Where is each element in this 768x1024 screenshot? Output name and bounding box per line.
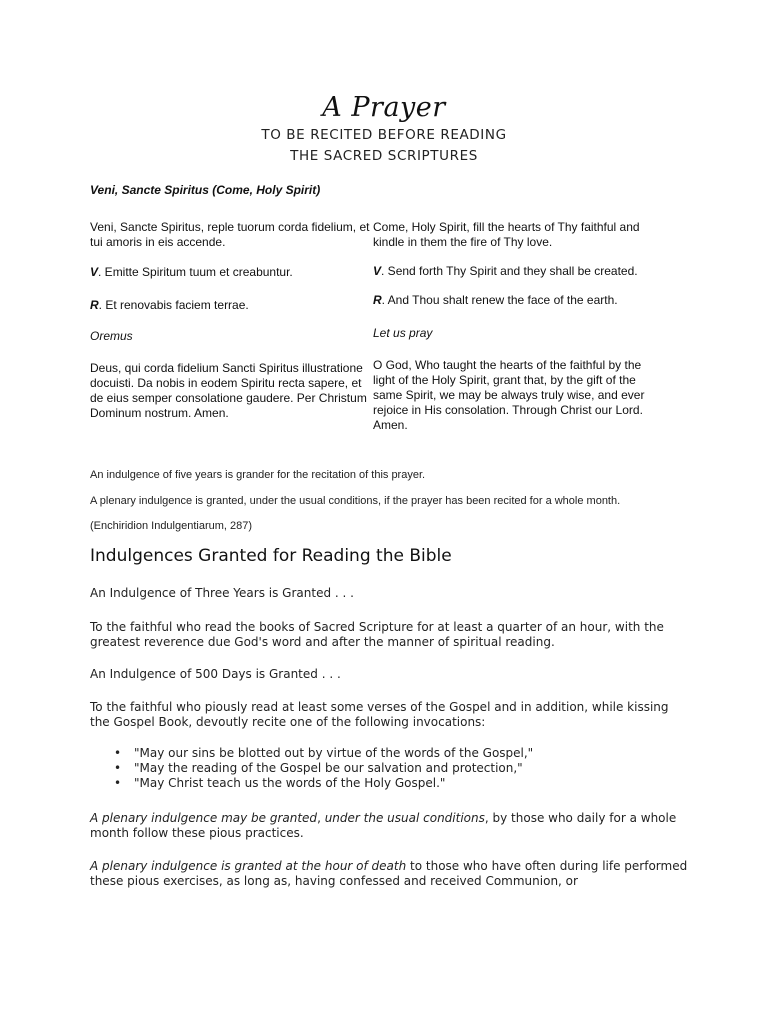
versicle-mark: V xyxy=(373,264,382,278)
english-let-us-pray: Let us pray xyxy=(373,326,433,340)
versicle-mark: V xyxy=(90,265,99,279)
english-versicle-text: . Send forth Thy Spirit and they shall be created. xyxy=(381,264,638,278)
latin-versicle-text: . Emitte Spiritum tuum et creabuntur. xyxy=(98,265,293,279)
subtitle-line-1: TO BE RECITED BEFORE READING xyxy=(261,127,507,143)
invocation-text: "May the reading of the Gospel be our salvation and protection," xyxy=(134,761,523,775)
english-versicle xyxy=(373,264,638,279)
plenary-italic-2: under the usual conditions xyxy=(324,811,485,825)
bullet-icon: • xyxy=(114,746,122,760)
english-invocation: Come, Holy Spirit, fill the hearts of Thy faithful and kindle in them the fire of Thy love. xyxy=(373,220,640,249)
plenary-rest: , by those who daily for a whole month follow these pious practices. xyxy=(90,811,677,840)
latin-invocation: Veni, Sancte Spiritus, reple tuorum corda fidelium, et tui amoris in eis accende. xyxy=(90,220,370,249)
latin-response-text: . Et renovabis faciem terrae. xyxy=(98,298,249,312)
latin-versicle xyxy=(90,265,293,280)
section-heading: Indulgences Granted for Reading the Bible xyxy=(90,546,452,566)
list-item xyxy=(90,761,690,776)
hour-of-death-text xyxy=(90,859,690,889)
response-mark: R xyxy=(90,298,99,312)
latin-oremus: Oremus xyxy=(90,329,133,343)
subtitle-line-2: THE SACRED SCRIPTURES xyxy=(290,148,478,164)
three-years-heading: An Indulgence of Three Years is Granted . . . xyxy=(90,586,354,600)
three-years-text: To the faithful who read the books of Sacred Scripture for at least a quarter of an hour, with the greatest reverence due God's word and after the manner of spiritual reading. xyxy=(90,620,664,649)
indulgence-note-2: A plenary indulgence is granted, under the usual conditions, if the prayer has been recited for a whole month. (Enchiridion Indulgentiarum, 287) xyxy=(90,495,621,532)
list-item xyxy=(90,746,690,761)
bullet-icon: • xyxy=(114,761,122,775)
five-hundred-days-heading: An Indulgence of 500 Days is Granted . . . xyxy=(90,667,341,681)
bullet-icon: • xyxy=(114,776,122,790)
latin-prayer: Deus, qui corda fidelium Sancti Spiritus illustratione docuisti. Da nobis in eodem Spiritu recta sapere, et de eius semper consolatione gaudere. Per Christum Dominum nostrum. Amen. xyxy=(90,361,367,420)
latin-response xyxy=(90,298,249,313)
five-hundred-days-text: To the faithful who piously read at least some verses of the Gospel and in addition, while kissing the Gospel Book, devoutly recite one of the following invocations: xyxy=(90,700,669,729)
invocation-list xyxy=(90,746,690,791)
list-item xyxy=(90,776,690,791)
hour-of-death-rest: to those who have often during life performed these pious exercises, as long as, having confessed and received Communion, or xyxy=(90,859,688,888)
indulgence-note-1: An indulgence of five years is grander for the recitation of this prayer. xyxy=(90,469,426,481)
english-response-text: . And Thou shalt renew the face of the earth. xyxy=(381,293,618,307)
invocation-text: "May Christ teach us the words of the Holy Gospel." xyxy=(134,776,446,790)
plenary-sep: , xyxy=(317,811,325,825)
page-title: A Prayer xyxy=(322,92,446,123)
english-response xyxy=(373,293,618,308)
hour-of-death-italic: A plenary indulgence is granted at the hour of death xyxy=(90,859,407,873)
invocation-text: "May our sins be blotted out by virtue of the words of the Gospel," xyxy=(134,746,534,760)
plenary-indulgence-text xyxy=(90,811,690,841)
hymn-heading: Veni, Sancte Spiritus (Come, Holy Spirit) xyxy=(90,183,321,197)
english-prayer: O God, Who taught the hearts of the faithful by the light of the Holy Spirit, grant that, by the gift of the same Spirit, we may be always truly wise, and ever rejoice in His consolation. Through Christ our Lord. Amen. xyxy=(373,358,645,432)
plenary-italic-1: A plenary indulgence may be granted xyxy=(90,811,318,825)
response-mark: R xyxy=(373,293,382,307)
